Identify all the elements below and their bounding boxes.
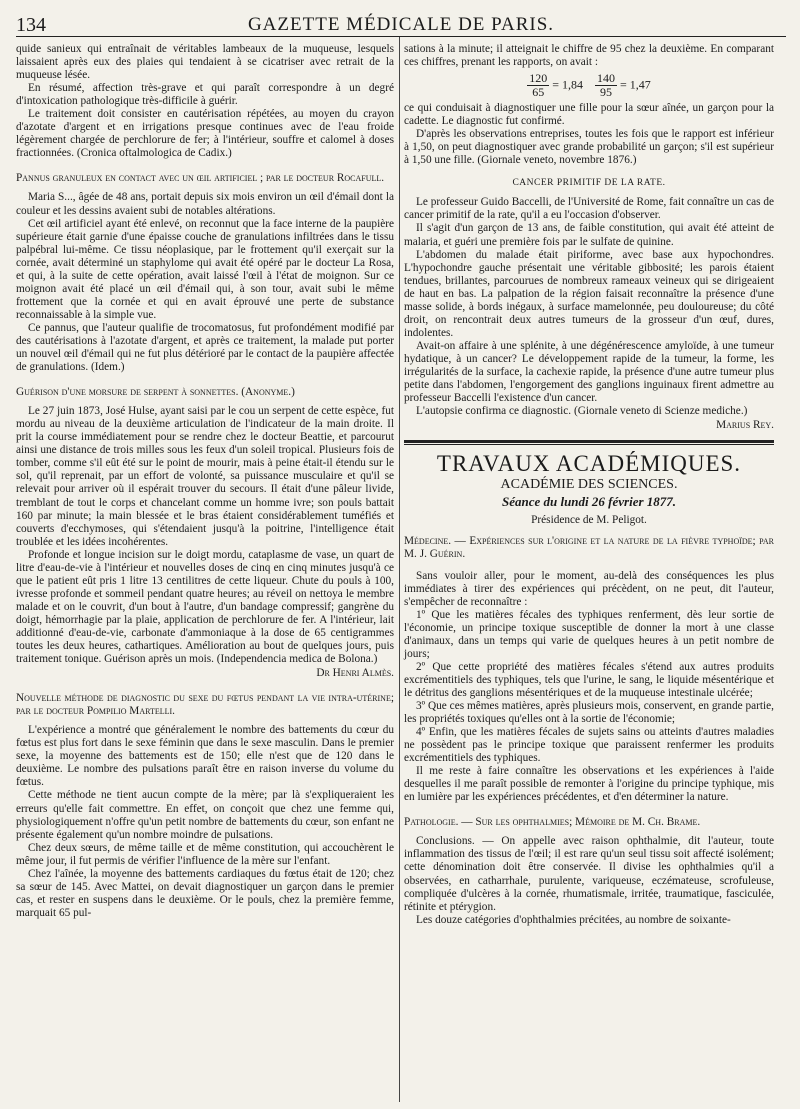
presidency-line: Présidence de M. Peligot. — [531, 514, 647, 527]
paragraph: Les douze catégories d'ophthalmies précitées, au nombre de soixante- — [416, 913, 731, 926]
paragraph: sations à la minute; il atteignait le chiffre de 95 chez la deuxième. En comparant ces chiffres, prenant les rapports, on avait : — [404, 43, 774, 69]
paragraph: L'abdomen du malade était piriforme, avec base aux hypochondres. L'hypochondre gauche présentait une véritable gibbosité; les parois étaient tendues, brillantes, parcourues de nombreux rameaux veineux qui se dirigeaient de haut en bas. La palpation de la région faisait reconnaître la présence d'une masse solide, à bords inégaux, à surface mamelonnée, peu douloureuse; du côté droit, on rencontrait deux autres tumeurs de la grosseur d'un œuf, dures, indolentes. — [404, 248, 774, 339]
article-title-morsure: Guérison d'une morsure de serpent à sonnettes. (Anonyme.) — [16, 386, 295, 399]
ratio-value: = 1,47 — [620, 77, 651, 92]
fraction-numerator: 120 — [529, 71, 548, 86]
author-signature: Dr Henri Almès. — [316, 667, 394, 680]
paragraph: quide sanieux qui entraînait de véritables lambeaux de la muqueuse, lesquels laissaient après eux des plaies qui tendaient à se cicatriser avec retrait de la muqueuse lésée. — [16, 43, 394, 82]
paragraph: L'autopsie confirma ce diagnostic. (Giornale veneto di Scienze mediche.) — [416, 405, 748, 418]
fraction-denominator: 65 — [532, 85, 545, 100]
paragraph: D'après les observations entreprises, toutes les fois que le rapport est inférieur à 1,50, on peut diagnostiquer avec grande probabilité un garçon; s'il est supérieur à 1,50 une fille. (Giornale veneto, novembre 1876.) — [404, 128, 774, 167]
article-title-pathologie: Pathologie. — Sur les ophthalmies; Mémoire de M. Ch. Brame. — [404, 816, 701, 829]
paragraph: 1º Que les matières fécales des typhiques renferment, dès leur sortie de l'économie, un principe toxique susceptible de donner la mort à une classe d'animaux, dans un temps qui varie de quelques heures à un petit nombre de jours; — [404, 608, 774, 660]
paragraph: Il s'agit d'un garçon de 13 ans, de faible constitution, qui avait été atteint de malaria, et guéri une première fois par le sulfate de quinine. — [404, 222, 774, 248]
paragraph: Ce pannus, que l'auteur qualifie de trocomatosus, fut profondément modifié par des cautérisations à l'azotate d'argent, et après ce traitement, la malade put porter un nouvel œil d'émail qui ne fut plus détérioré par le contact de la paupière affectée de granulations. (Idem.) — [16, 321, 394, 374]
article-title-pannus: Pannus granuleux en contact avec un œil artificiel ; par le docteur Rocafull. — [16, 172, 385, 185]
section-rule — [404, 444, 774, 445]
page-number: 134 — [16, 14, 46, 36]
paragraph: Conclusions. — On appelle avec raison ophthalmie, dit l'auteur, toute inflammation des tissus de l'œil; il est rare qu'un seul tissu soit affecté isolément; cette dénomination doit être conservée. Il divise les ophthalmies qu'il a observées, en catharrhale, purulente, variqueuse, eczémateuse, scrofuleuse, compliquée d'ulcères à la cornée, rhumatismale, irritée, traumatique, fasciculée, rétinite et ptérygion. — [404, 835, 774, 913]
running-head: GAZETTE MÉDICALE DE PARIS. — [247, 14, 555, 35]
fraction — [595, 72, 617, 99]
paragraph: 2º Que cette propriété des matières fécales s'étend aux autres produits excrémentitiels des typhiques, tels que l'urine, le sang, le liquide mésentérique et le détritus des ganglions mésentériques et de la muqueuse intestinale ulcérée; — [404, 660, 774, 699]
paragraph: Le professeur Guido Baccelli, de l'Université de Rome, fait connaître un cas de cancer primitif de la rate, qu'il a eu l'occasion d'observer. — [404, 196, 774, 222]
paragraph: En résumé, affection très-grave et qui paraît correspondre à un degré d'intoxication pathologique très-difficile à guérir. — [16, 82, 394, 108]
paragraph: Le 27 juin 1873, José Hulse, ayant saisi par le cou un serpent de cette espèce, fut mordu au niveau de la deuxième articulation de l'indicateur de la main droite. Il prit la course immédiatement pour se rendre chez le docteur Beattie, et parcourut ainsi une distance de trois milles sous les feux d'un soleil tropical. Plusieurs fois de tomber, comme s'il eût été sur le point de mourir, mais à peine était-il étendu sur le sol, qu'il reprenait, par un effort de volonté, sa puissance musculaire et qu'il se relevait pour arriver où il espérait trouver du secours. Il était d'une pâleur livide, tremblant de tout le corps et chancelant comme un homme ivre; son pouls battait 160 par minute; la main blessée et le bras étaient considérablement tuméfiés et couverts d'ecchymoses, qui s'étendaient jusqu'à la poitrine, l'intelligence était troublée et les idées incohérentes. — [16, 405, 394, 548]
paragraph: Chez l'aînée, la moyenne des battements cardiaques du fœtus était de 120; chez sa sœur de 145. Avec Mattei, on devait diagnostiquer un garçon dans le premier cas, et rester en suspens dans le deuxième. Or le pouls, chez la première femme, marquait 65 pul- — [16, 867, 394, 919]
paragraph: L'expérience a montré que généralement le nombre des battements du cœur du fœtus est plus fort dans le sexe féminin que dans le sexe masculin. Dans le premier sexe, la moyenne des battements est de 150; elle n'est que de 120 dans le deuxième. Le nombre des pulsations paraît être en raison inverse du volume du fœtus. — [16, 724, 394, 789]
ratio-formula — [404, 72, 774, 99]
fraction — [527, 72, 549, 99]
ratio-value: = 1,84 — [552, 77, 583, 92]
paragraph: Le traitement doit consister en cautérisation répétées, au moyen du crayon d'azotate d'argent et en irrigations presque continues avec de l'eau froide légèrement chargée de perchlorure de fer; à l'intérieur, souffre et calomel à doses fractionnées. (Cronica oftalmologica de Cadix.) — [16, 108, 394, 160]
section-heading: TRAVAUX ACADÉMIQUES. — [436, 451, 742, 477]
columns — [16, 37, 786, 1102]
paragraph: Maria S..., âgée de 48 ans, portait depuis six mois environ un œil d'émail dont la couleur et les dessins avaient subi de notables altérations. — [16, 191, 394, 217]
paragraph: Profonde et longue incision sur le doigt mordu, cataplasme de vase, un quart de litre d'eau-de-vie à l'intérieur et nouvelles doses de cinq en cinq minutes jusqu'à ce que le patient eût pris 1 litre 13 centilitres de cette liqueur. Chute du pouls à 100, ivresse profonde et sommeil pendant quatre heures; au réveil on nettoya le membre malade et on le couvrit, d'un bout à l'autre, d'un bandage compressif; gangrène du doigt, hémorrhagie par la plaie, application de perchlorure de fer. A l'intérieur, lait additionné d'eau-de-vie, carbonate d'ammoniaque à la dose de 65 centigrammes toutes les deux heures, cathartiques. Amélioration au bout de quelques jours, puis traitement tonique. Guérison après un mois. (Independencia medica de Bolona.) — [16, 548, 394, 666]
left-column — [16, 43, 394, 920]
academy-heading: ACADÉMIE DES SCIENCES. — [500, 477, 678, 493]
fraction-denominator: 95 — [600, 85, 612, 100]
right-column — [404, 43, 774, 927]
page-header — [16, 6, 786, 37]
paragraph: Avait-on affaire à une splénite, à une dégénérescence amyloïde, à une tumeur hydatique, à un cancer? Le développement rapide de la tumeur, la forme, les irrégularités de la surface, la cachexie rapide, la présence d'une autre tumeur plus petite dans l'abdomen, l'engorgement des ganglions inguinaux firent admettre au professeur Baccelli l'existence d'un cancer. — [404, 339, 774, 405]
paragraph: 3º Que ces mêmes matières, après plusieurs mois, conservent, en grande partie, les propriétés toxiques qu'elles ont à la sortie de l'économie; — [404, 699, 774, 726]
column-divider — [399, 37, 400, 1102]
fraction-numerator: 140 — [597, 71, 615, 86]
paragraph: ce qui conduisait à diagnostiquer une fille pour la sœur aînée, un garçon pour la cadette. Le diagnostic fut confirmé. — [404, 102, 774, 128]
paragraph: Chez deux sœurs, de même taille et de même constitution, qui accouchèrent le même jour, il fut permis de vérifier l'influence de la mère sur l'enfant. — [16, 841, 394, 867]
article-title-medecine: Médecine. — Expériences sur l'origine et la nature de la fièvre typhoïde; par M. J. Guérin. — [404, 535, 774, 561]
article-title-nouvelle: Nouvelle méthode de diagnostic du sexe du fœtus pendant la vie intra-utérine; par le docteur Pompilio Martelli. — [16, 692, 394, 718]
paragraph: Il me reste à faire connaître les observations et les expériences à l'aide desquelles il me paraît possible de remonter à l'origine du principe typhique, mis en lumière par les expériences précédentes, et d'en déterminer la nature. — [404, 765, 774, 804]
paragraph: Sans vouloir aller, pour le moment, au-delà des conséquences les plus immédiates à tirer des expériences qui précèdent, on ne peut, dit l'auteur, s'empêcher de reconnaître : — [404, 569, 774, 608]
paragraph: Cette méthode ne tient aucun compte de la mère; par là s'expliqueraient les erreurs qu'elle fait commettre. En effet, on conçoit que chez une femme qui, physiologiquement n'offre qu'un petit nombre de battements du cœur, son enfant ne présente également qu'un nombre moindre de pulsations. — [16, 789, 394, 841]
paragraph: 4º Enfin, que les matières fécales de sujets sains ou atteints d'autres maladies ne possèdent pas le principe toxique que paraissent renfermer les produits excrémentitiels des typhiques. — [404, 726, 774, 765]
article-title-cancer: CANCER PRIMITIF DE LA RATE. — [512, 178, 666, 189]
paragraph: Cet œil artificiel ayant été enlevé, on reconnut que la face interne de la paupière supérieure était garnie d'une épaisse couche de granulations infiltrées dans le tissu palpébral lui-même. Ce tissu néoplasique, par le frottement qu'il exerçait sur la cornée, avait déterminé un staphylome qui avait été opéré par le docteur La Rosa, et qui, à la suite de cette opération, avait laissé l'œil à l'état de moignon. Sur ce moignon avait été placé un œil d'émail qui, à son tour, avait subi le même frottement que la cornée et qui en avait éprouvé une perte de substance reconnaissable à la simple vue. — [16, 217, 394, 321]
author-signature: Marius Rey. — [716, 419, 774, 432]
section-rule — [404, 440, 774, 443]
session-heading: Séance du lundi 26 février 1877. — [501, 494, 677, 510]
